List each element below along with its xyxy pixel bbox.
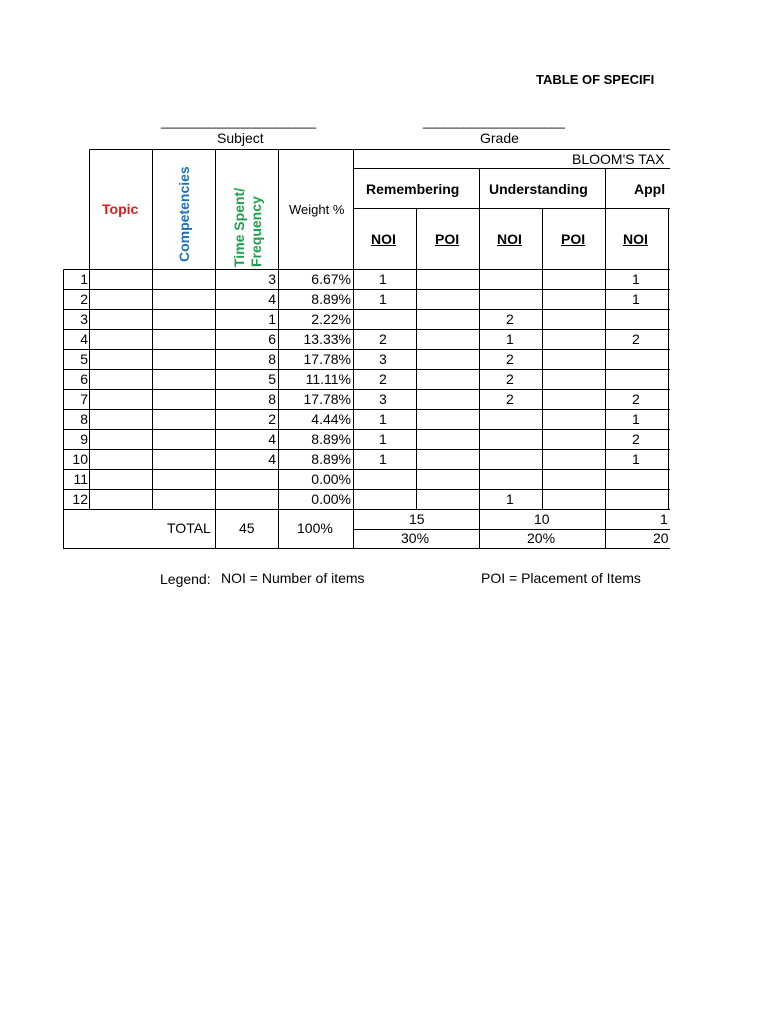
document-title: TABLE OF SPECIFI <box>536 72 655 87</box>
right-crop-mask <box>670 60 768 560</box>
rem-noi-cell: 1 <box>379 271 387 287</box>
weight-cell: 4.44% <box>311 411 351 427</box>
weight-cell: 13.33% <box>303 331 351 347</box>
row-number: 8 <box>80 411 88 427</box>
weight-cell: 0.00% <box>311 471 351 487</box>
row-number: 11 <box>73 471 88 487</box>
app-noi-cell: 1 <box>632 291 640 307</box>
subject-underline: _______________________ <box>161 114 316 129</box>
row-number: 3 <box>80 311 88 327</box>
time-spent-header: Time Spent/ <box>231 187 247 267</box>
und-noi-cell: 1 <box>506 331 514 347</box>
topic-header: Topic <box>102 201 139 217</box>
legend-label: Legend: <box>160 571 211 587</box>
applying-header: Appl <box>634 181 666 197</box>
total-app-count: 1 <box>660 511 668 527</box>
grade-label: Grade <box>480 130 519 146</box>
time-cell: 4 <box>268 451 276 467</box>
noi-header-rem: NOI <box>371 231 396 247</box>
und-noi-cell: 2 <box>506 351 514 367</box>
noi-header-und: NOI <box>497 231 522 247</box>
poi-header-und: POI <box>561 231 586 247</box>
total-label: TOTAL <box>167 520 211 536</box>
blooms-header: BLOOM'S TAX <box>572 151 665 167</box>
rem-noi-cell: 3 <box>379 351 387 367</box>
grade-underline: _____________________ <box>423 114 565 129</box>
app-noi-cell: 1 <box>632 451 640 467</box>
app-noi-cell: 2 <box>632 391 640 407</box>
time-cell: 3 <box>268 271 276 287</box>
total-rem-count: 15 <box>409 511 425 527</box>
rem-noi-cell: 2 <box>379 331 387 347</box>
weight-cell: 11.11% <box>305 371 351 387</box>
legend-noi: NOI = Number of items <box>221 570 365 586</box>
row-number: 7 <box>80 391 88 407</box>
row-number: 5 <box>80 351 88 367</box>
subject-label: Subject <box>217 130 264 146</box>
rem-noi-cell: 1 <box>379 411 387 427</box>
total-app-pct: 20 <box>653 530 669 546</box>
total-rem-pct: 30% <box>401 530 430 546</box>
remembering-header: Remembering <box>366 181 460 197</box>
app-noi-cell: 1 <box>632 411 640 427</box>
time-cell: 1 <box>268 311 276 327</box>
total-und-count: 10 <box>534 511 550 527</box>
row-number: 12 <box>72 491 88 507</box>
weight-cell: 8.89% <box>311 291 351 307</box>
poi-header-rem: POI <box>435 231 460 247</box>
time-cell: 4 <box>268 291 276 307</box>
total-time: 45 <box>239 520 255 536</box>
weight-header: Weight % <box>289 202 345 217</box>
weight-cell: 2.22% <box>311 311 351 327</box>
row-number: 10 <box>72 451 88 467</box>
weight-cell: 17.78% <box>303 351 351 367</box>
time-cell: 4 <box>268 431 276 447</box>
weight-cell: 6.67% <box>311 271 351 287</box>
und-noi-cell: 2 <box>506 371 514 387</box>
noi-header-app: NOI <box>623 231 648 247</box>
total-und-pct: 20% <box>527 530 556 546</box>
row-number: 6 <box>80 371 88 387</box>
total-weight: 100% <box>297 520 333 536</box>
row-number: 4 <box>80 331 88 347</box>
rem-noi-cell: 2 <box>379 371 387 387</box>
rem-noi-cell: 1 <box>379 431 387 447</box>
time-cell: 2 <box>268 411 276 427</box>
rem-noi-cell: 1 <box>379 291 387 307</box>
time-cell: 6 <box>268 331 276 347</box>
time-cell: 8 <box>268 391 276 407</box>
weight-cell: 8.89% <box>311 431 351 447</box>
und-noi-cell: 2 <box>506 311 514 327</box>
app-noi-cell: 2 <box>632 431 640 447</box>
competencies-header: Competencies <box>176 166 192 262</box>
app-noi-cell: 1 <box>632 271 640 287</box>
weight-cell: 17.78% <box>303 391 351 407</box>
row-number: 2 <box>80 291 88 307</box>
weight-cell: 0.00% <box>311 491 351 507</box>
time-cell: 8 <box>268 351 276 367</box>
rem-noi-cell: 3 <box>379 391 387 407</box>
und-noi-cell: 1 <box>506 491 514 507</box>
app-noi-cell: 2 <box>632 331 640 347</box>
frequency-header: Frequency <box>248 196 264 267</box>
rem-noi-cell: 1 <box>379 451 387 467</box>
understanding-header: Understanding <box>489 181 588 197</box>
weight-cell: 8.89% <box>311 451 351 467</box>
und-noi-cell: 2 <box>506 391 514 407</box>
row-number: 1 <box>80 271 88 287</box>
legend-poi: POI = Placement of Items <box>481 570 641 586</box>
row-number: 9 <box>80 431 88 447</box>
time-cell: 5 <box>268 371 276 387</box>
